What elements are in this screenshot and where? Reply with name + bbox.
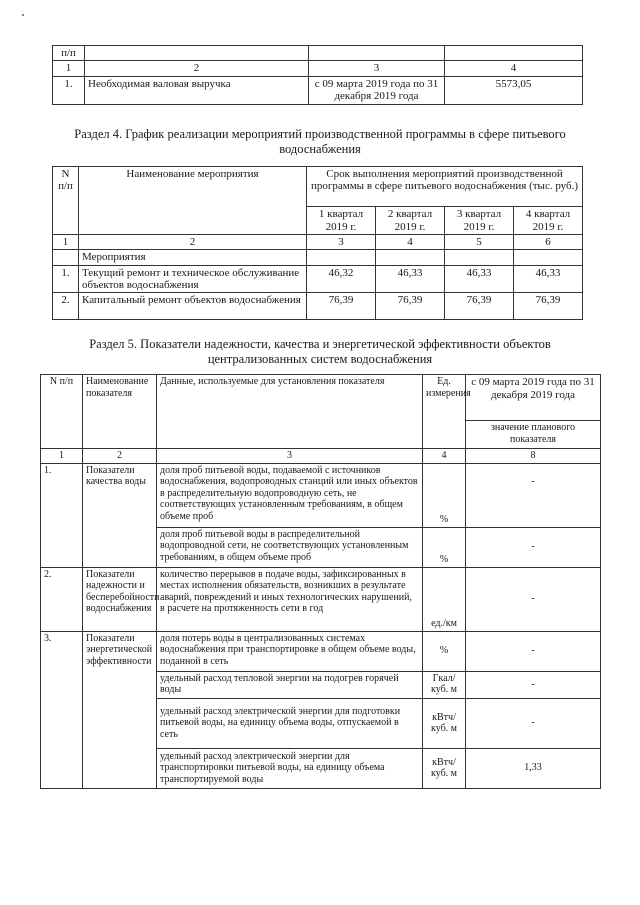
col-number: 3 <box>307 235 376 250</box>
col-number: 1 <box>53 235 79 250</box>
indicator-value: - <box>466 698 601 748</box>
row-value: 46,33 <box>514 265 583 293</box>
indicator-value: - <box>466 631 601 671</box>
indicator-unit: кВтч/куб. м <box>423 698 466 748</box>
indicator-unit: % <box>423 527 466 567</box>
indicator-value: - <box>466 671 601 698</box>
indicators-table <box>40 374 601 789</box>
indicator-text: удельный расход тепловой энергии на подогрев горячей воды <box>157 671 423 698</box>
indicator-unit: кВтч/куб. м <box>423 748 466 788</box>
row-num: 1. <box>53 76 85 104</box>
scan-speck <box>22 14 24 16</box>
col-number: 4 <box>423 449 466 464</box>
indicator-unit: % <box>423 631 466 671</box>
quarter-header: 2 квартал 2019 г. <box>376 207 445 235</box>
col-number: 1 <box>41 449 83 464</box>
group-num: 3. <box>41 631 83 788</box>
row-value: 76,39 <box>307 293 376 320</box>
section4-title: Раздел 4. График реализации мероприятий производственной программы в сфере питьевого водоснабжения <box>74 127 566 157</box>
row-value: 46,33 <box>376 265 445 293</box>
row-name: Текущий ремонт и техническое обслуживание объектов водоснабжения <box>79 265 307 293</box>
group-name: Показатели качества воды <box>83 463 157 567</box>
col-name-header: Наименование мероприятия <box>79 167 307 235</box>
quarter-header: 1 квартал 2019 г. <box>307 207 376 235</box>
col-period-header: с 09 марта 2019 года по 31 декабря 2019 года <box>466 375 601 421</box>
row-num: 2. <box>53 293 79 320</box>
indicator-text: удельный расход электрической энергии для транспортировки питьевой воды, на единицу объема транспортируемой воды <box>157 748 423 788</box>
section5-title: Раздел 5. Показатели надежности, качества и энергетической эффективности объектов централизованных систем водоснабжения <box>89 337 551 367</box>
row-value: 76,39 <box>376 293 445 320</box>
col-number: 5 <box>445 235 514 250</box>
col-term-header: Срок выполнения мероприятий производственной программы в сфере питьевого водоснабжения (тыс. руб.) <box>307 167 583 207</box>
col-name-header: Наименование показателя <box>83 375 157 449</box>
indicator-value: - <box>466 527 601 567</box>
col-num-header: N п/п <box>41 375 83 449</box>
indicator-value: - <box>466 463 601 527</box>
group-name: Показатели надежности и бесперебойности водоснабжения <box>83 567 157 631</box>
row-value: 5573,05 <box>445 76 583 104</box>
col-data-header: Данные, используемые для установления показателя <box>157 375 423 449</box>
indicator-unit: ед./км <box>423 567 466 631</box>
col-number: 6 <box>514 235 583 250</box>
row-name: Капитальный ремонт объектов водоснабжения <box>79 293 307 320</box>
col-number: 2 <box>83 449 157 464</box>
row-value: 76,39 <box>514 293 583 320</box>
col-plan-header: значение планового показателя <box>466 421 601 449</box>
col-num-header: N п/п <box>53 167 79 235</box>
col-number: 8 <box>466 449 601 464</box>
indicator-text: доля проб питьевой воды в распределительной водопроводной сети, не соответствующих установленным требованиям, в общем объеме проб <box>157 527 423 567</box>
group-label: Мероприятия <box>79 250 307 265</box>
group-num: 2. <box>41 567 83 631</box>
row-period: с 09 марта 2019 года по 31 декабря 2019 года <box>309 76 445 104</box>
col-number: 2 <box>79 235 307 250</box>
row-value: 46,33 <box>445 265 514 293</box>
row-name: Необходимая валовая выручка <box>85 76 309 104</box>
indicator-text: доля проб питьевой воды, подаваемой с источников водоснабжения, водопроводных станций или иных объектов в распределительную водопроводную сеть, не соответствующих установленным требованиям, в общем объеме проб <box>157 463 423 527</box>
row-value: 46,32 <box>307 265 376 293</box>
indicator-value: 1,33 <box>466 748 601 788</box>
row-value: 76,39 <box>445 293 514 320</box>
col-number: 4 <box>376 235 445 250</box>
indicator-text: количество перерывов в подаче воды, зафиксированных в местах исполнения обязательств, возникших в результате аварий, повреждений и иных технологических нарушений, в расчете на протяженность сети в год <box>157 567 423 631</box>
indicator-unit: Гкал/куб. м <box>423 671 466 698</box>
indicator-value: - <box>466 567 601 631</box>
group-num: 1. <box>41 463 83 567</box>
col-number: 3 <box>309 61 445 76</box>
schedule-table <box>52 166 583 320</box>
indicator-unit: % <box>423 463 466 527</box>
group-name: Показатели энергетической эффективности <box>83 631 157 788</box>
row-num: 1. <box>53 265 79 293</box>
quarter-header: 3 квартал 2019 г. <box>445 207 514 235</box>
revenue-table <box>52 45 583 105</box>
header-num: п/п <box>53 46 85 61</box>
quarter-header: 4 квартал 2019 г. <box>514 207 583 235</box>
col-number: 3 <box>157 449 423 464</box>
col-number: 2 <box>85 61 309 76</box>
col-number: 1 <box>53 61 85 76</box>
indicator-text: удельный расход электрической энергии для подготовки питьевой воды, на единицу объема воды, отпускаемой в сеть <box>157 698 423 748</box>
col-number: 4 <box>445 61 583 76</box>
col-unit-header: Ед. измерения <box>423 375 466 449</box>
indicator-text: доля потерь воды в централизованных системах водоснабжения при транспортировке в общем объеме воды, поданной в сеть <box>157 631 423 671</box>
